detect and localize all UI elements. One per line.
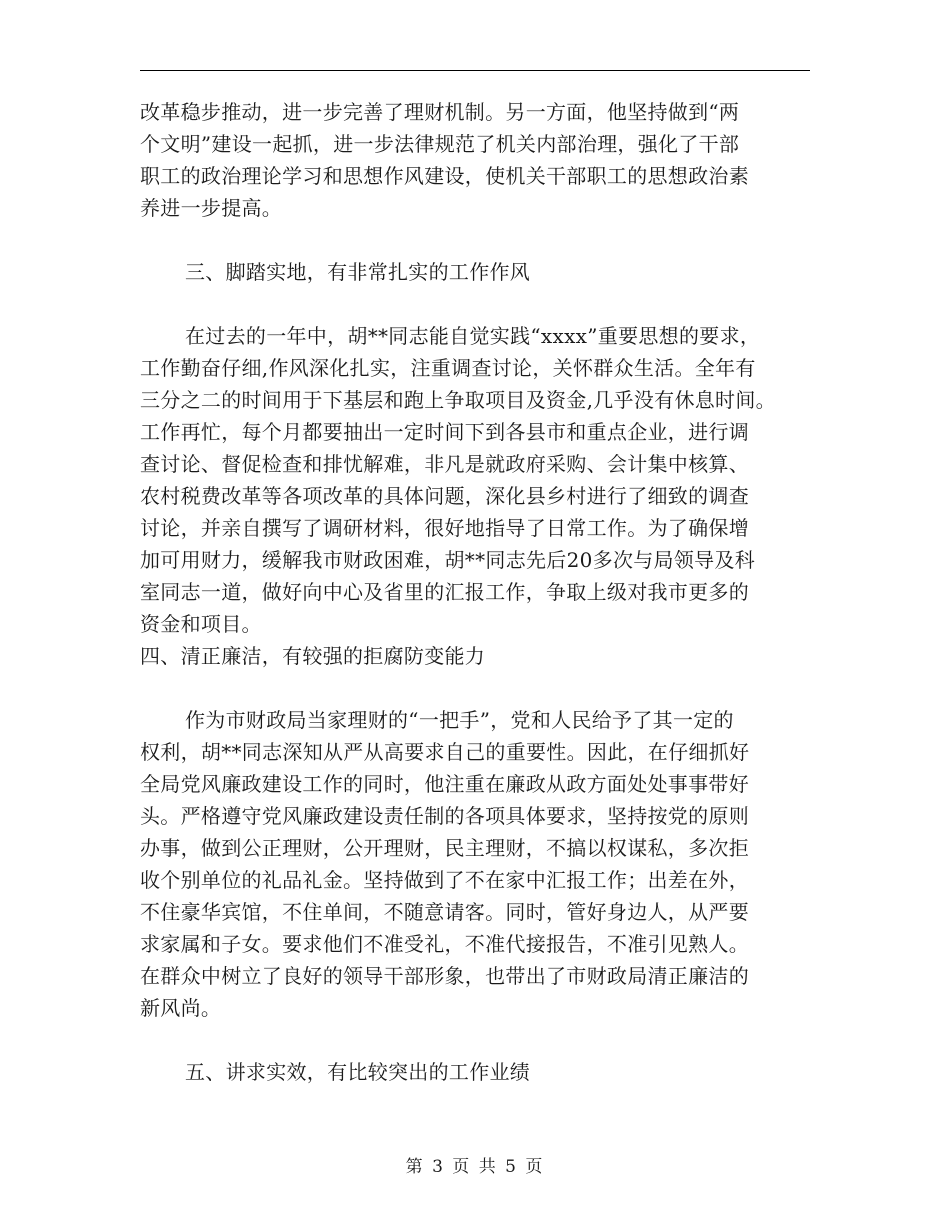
body-line: 个文明”建设一起抓，进一步法律规范了机关内部治理，强化了干部 [140,132,740,156]
body-line: 工作再忙，每个月都要抽出一定时间下到各县市和重点企业，进行调 [140,420,749,444]
body-line: 头。严格遵守党风廉政建设责任制的各项具体要求，坚持按党的原则 [140,804,749,828]
section-heading-3: 三、脚踏实地，有非常扎实的工作作风 [185,260,531,284]
body-line: 办事，做到公正理财，公开理财，民主理财，不搞以权谋私，多次拒 [140,836,749,860]
body-line: 在群众中树立了良好的领导干部形象，也带出了市财政局清正廉洁的 [140,964,749,988]
body-line: 改革稳步推动，进一步完善了理财机制。另一方面，他坚持做到“两 [140,100,740,124]
body-line: 室同志一道，做好向中心及省里的汇报工作，争取上级对我市更多的 [140,580,749,604]
body-line: 职工的政治理论学习和思想作风建设，使机关干部职工的思想政治素 [140,164,749,188]
section-heading-5: 五、讲求实效，有比较突出的工作业绩 [185,1060,531,1084]
body-line: 收个别单位的礼品礼金。坚持做到了不在家中汇报工作；出差在外， [140,868,749,892]
body-line: 资金和项目。 [140,612,262,636]
body-line: 在过去的一年中，胡**同志能自觉实践“xxxx”重要思想的要求， [185,324,761,348]
body-line: 农村税费改革等各项改革的具体问题，深化县乡村进行了细致的调查 [140,484,749,508]
page-number-footer: 第 3 页 共 5 页 [405,1157,545,1177]
body-line: 求家属和子女。要求他们不准受礼，不准代接报告，不准引见熟人。 [140,932,749,956]
document-body [140,96,810,1088]
body-line: 不住豪华宾馆，不住单间，不随意请客。同时，管好身边人，从严要 [140,900,749,924]
body-line: 作为市财政局当家理财的“一把手”，党和人民给予了其一定的 [185,708,734,732]
body-line: 全局党风廉政建设工作的同时，他注重在廉政从政方面处处事事带好 [140,772,749,796]
body-line: 工作勤奋仔细,作风深化扎实，注重调查讨论，关怀群众生活。全年有 [140,356,756,380]
body-line: 加可用财力，缓解我市财政困难，胡**同志先后20多次与局领导及科 [140,548,756,572]
body-line: 讨论，并亲自撰写了调研材料，很好地指导了日常工作。为了确保增 [140,516,749,540]
body-line: 新风尚。 [140,996,222,1020]
body-line: 养进一步提高。 [140,196,283,220]
body-line: 权利，胡**同志深知从严从高要求自己的重要性。因此，在仔细抓好 [140,740,750,764]
body-line: 三分之二的时间用于下基层和跑上争取项目及资金,几乎没有休息时间。 [140,388,776,412]
header-rule [140,70,810,71]
body-line: 查讨论、督促检查和排忧解难，非凡是就政府采购、会计集中核算、 [140,452,749,476]
section-heading-4: 四、清正廉洁，有较强的拒腐防变能力 [140,644,486,668]
